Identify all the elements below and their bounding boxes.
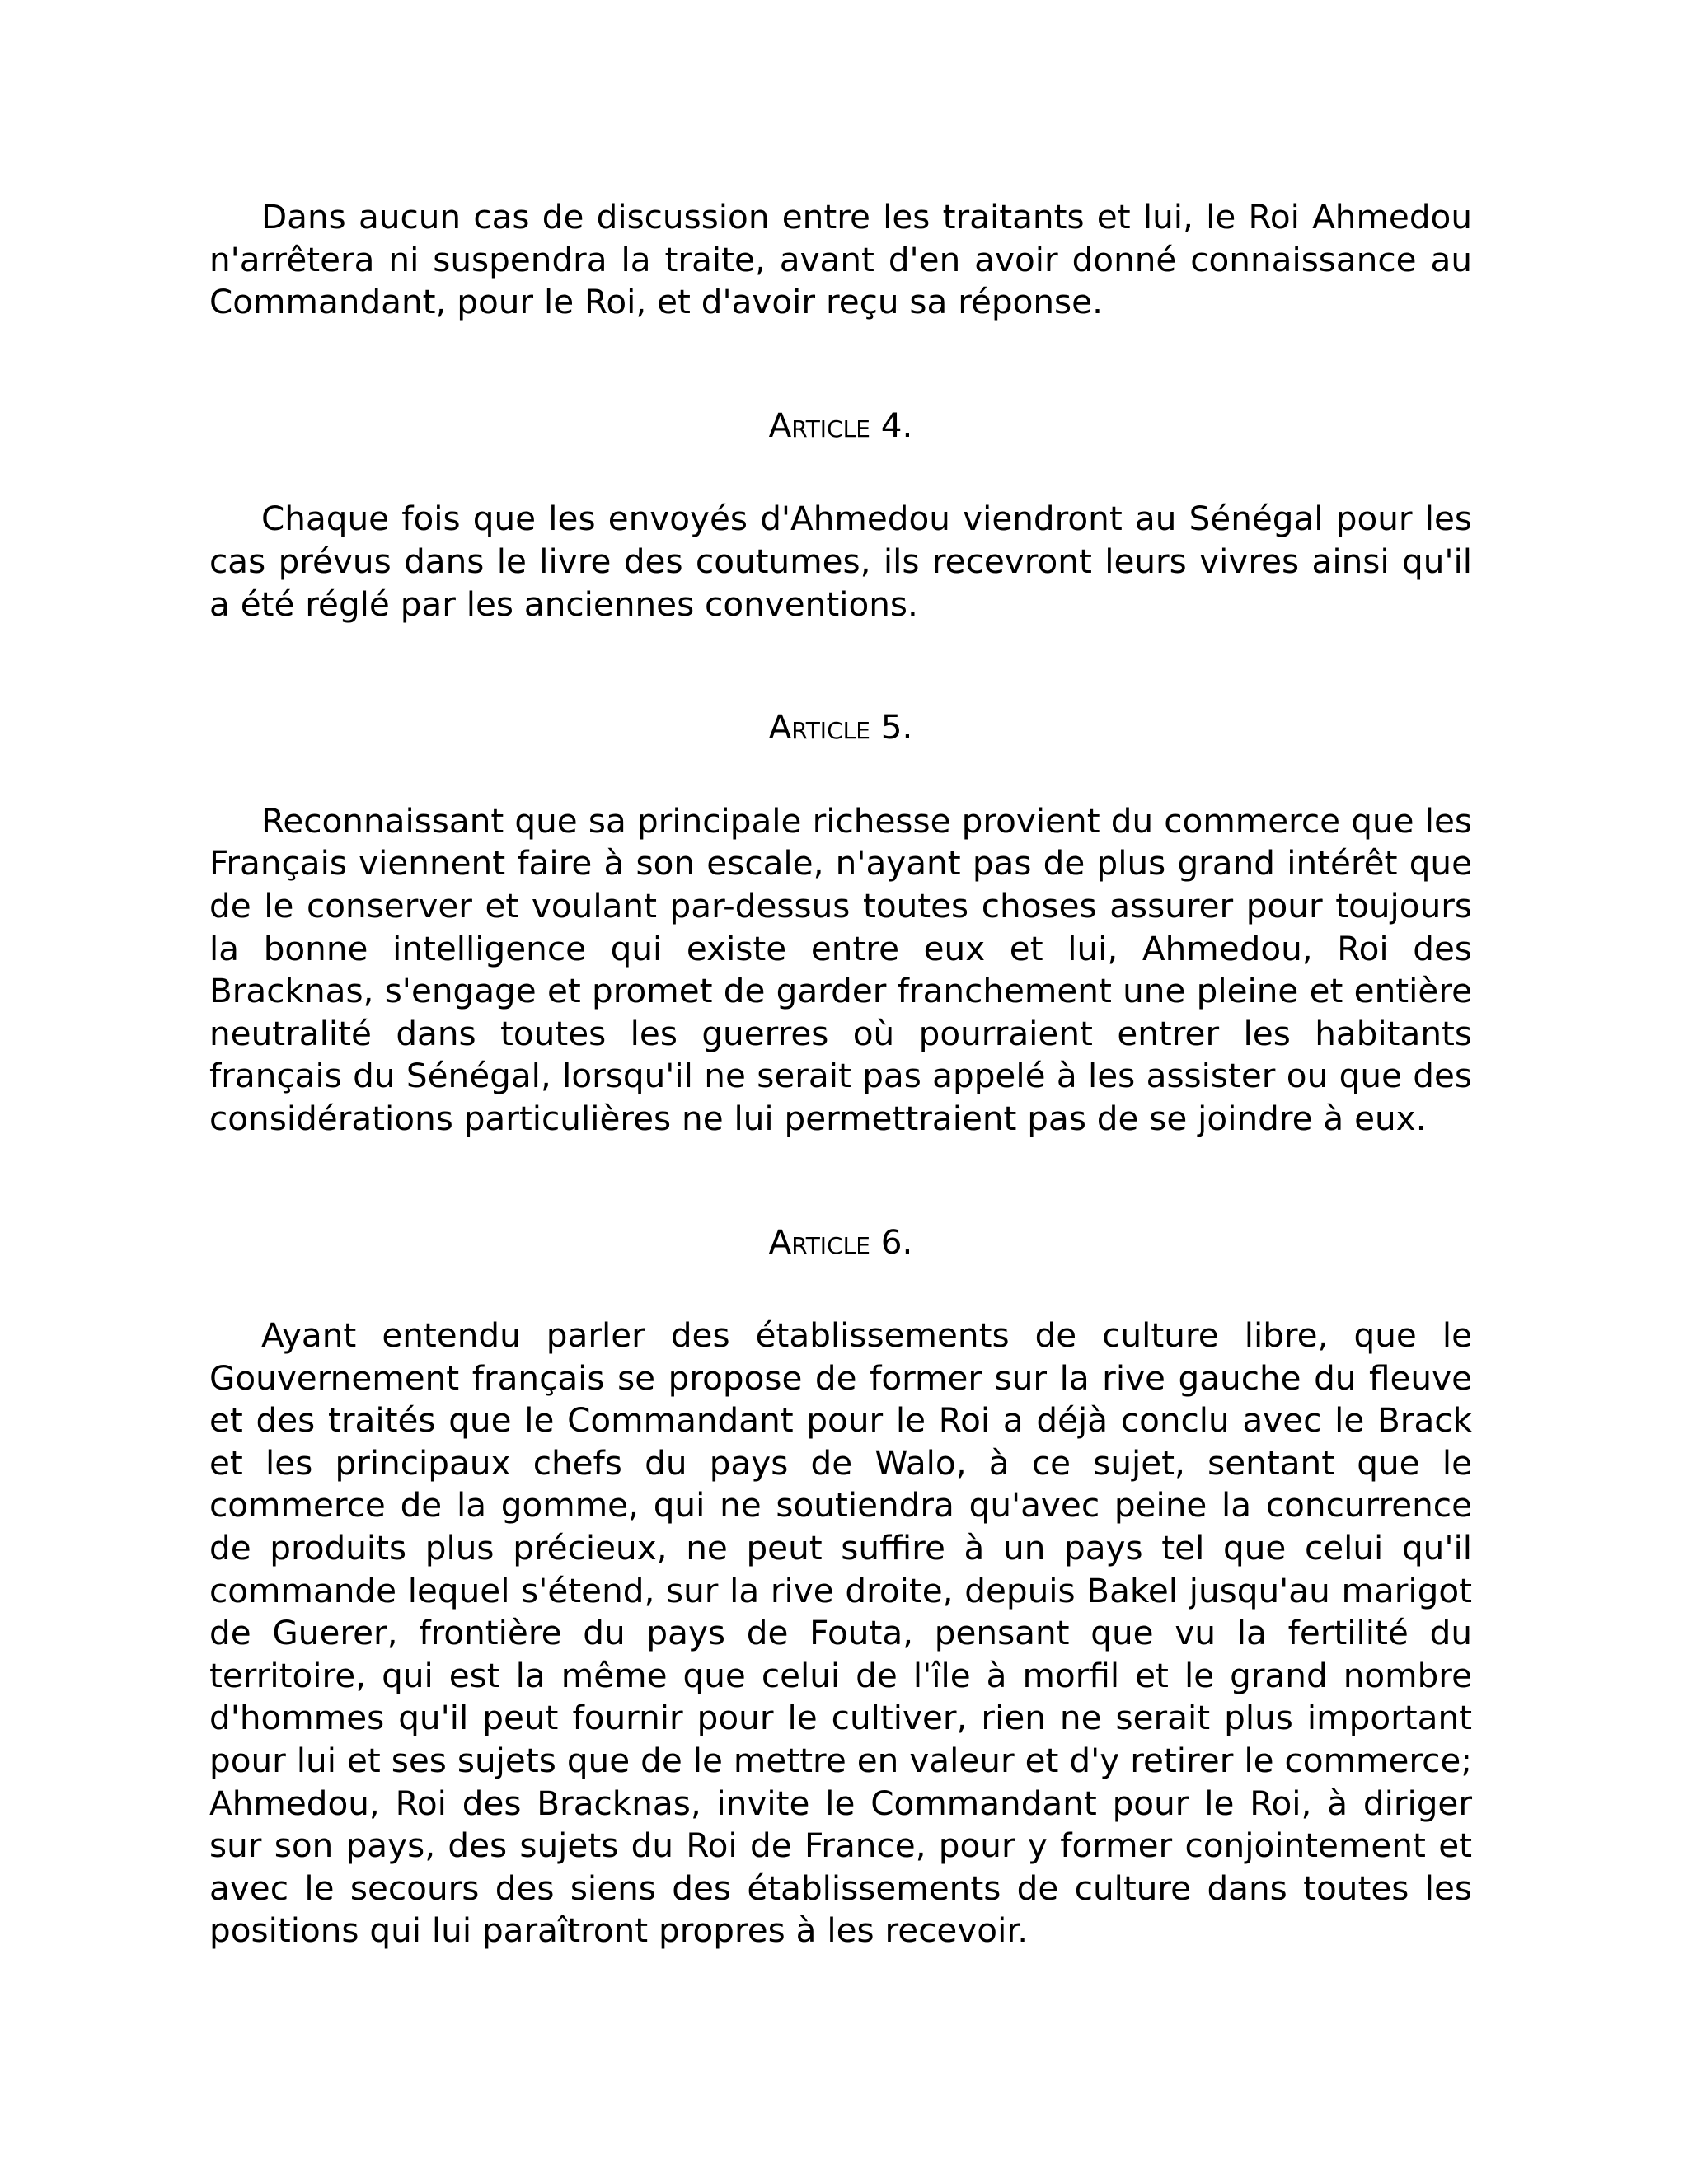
paragraph-article-6: Ayant entendu parler des établissements de culture libre, que le Gouvernement français se propose de former sur la rive gauche du fleuve et des traités que le Commandant pour le Roi a déjà conclu avec le Brack et les principaux chefs du pays de Walo, à ce sujet, sentant que le commerce de la gomme, qui ne soutiendra qu'avec peine la concurrence de produits plus précieux, ne peut suffire à un pays tel que celui qu'il commande lequel s'étend, sur la rive droite, depuis Bakel jusqu'au marigot de Guerer, frontière du pays de Fouta, pensant que vu la fertilité du territoire, qui est la même que celui de l'île à morfil et le grand nombre d'hommes qu'il peut fournir pour le cultiver, rien ne serait plus important pour lui et ses sujets que de le mettre en valeur et d'y retirer le commerce; Ahmedou, Roi des Bracknas, invite le Commandant pour le Roi, à diriger sur son pays, des sujets du Roi de France, pour y former conjointement et avec le secours des siens des établissements de culture dans toutes les positions qui lui paraîtront propres à les recevoir. xyxy=(209,1315,1472,1951)
paragraph-article-3-continuation: Dans aucun cas de discussion entre les traitants et lui, le Roi Ahmedou n'arrêtera ni suspendra la traite, avant d'en avoir donné connaissance au Commandant, pour le Roi, et d'avoir reçu sa réponse. xyxy=(209,197,1472,322)
paragraph-article-5: Reconnaissant que sa principale richesse provient du commerce que les Français viennent faire à son escale, n'ayant pas de plus grand intérêt que de le conserver et voulant par-dessus toutes choses assurer pour toujours la bonne intelligence qui existe entre eux et lui, Ahmedou, Roi des Bracknas, s'engage et promet de garder franchement une pleine et entière neutralité dans toutes les guerres où pourraient entrer les habitants français du Sénégal, lorsqu'il ne serait pas appelé à les assister ou que des considérations particulières ne lui permettraient pas de se joindre à eux. xyxy=(209,800,1472,1138)
heading-article-5: Article 5. xyxy=(768,707,913,748)
paragraph-article-4: Chaque fois que les envoyés d'Ahmedou viendront au Sénégal pour les cas prévus dans le livre des coutumes, ils recevront leurs vivres ainsi qu'il a été réglé par les anciennes conventions. xyxy=(209,499,1472,624)
heading-article-4: Article 4. xyxy=(768,405,913,445)
heading-article-6: Article 6. xyxy=(768,1221,913,1262)
document-page xyxy=(209,196,1472,1952)
